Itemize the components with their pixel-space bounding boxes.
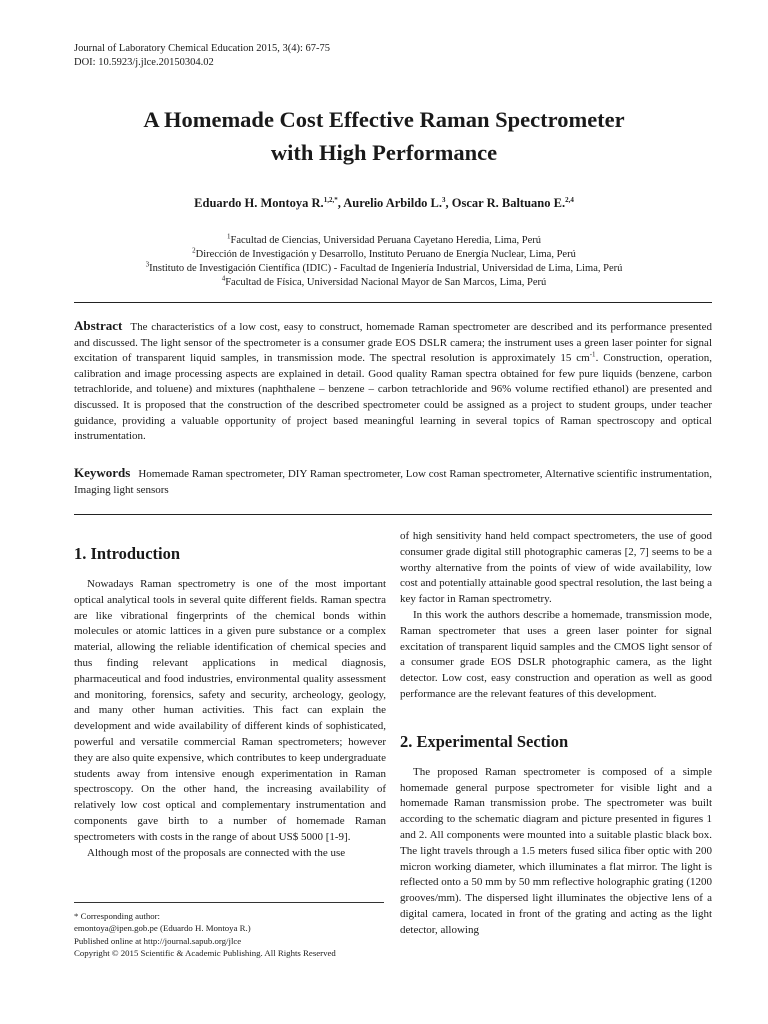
abstract-unit-sup: -1 [589,350,596,359]
journal-header [74,42,330,70]
abstract-section [74,318,712,445]
affil-text: Instituto de Investigación Científica (IDIC) - Facultad de Ingeniería Industrial, Universidad de Lima, Lima, Perú [149,263,623,274]
right-column [400,529,712,939]
abstract-label: Abstract [74,318,123,333]
author-name: Eduardo H. Montoya R. [194,196,324,210]
footnote-divider [74,902,384,903]
affiliation [74,276,694,290]
abstract-text-a: The characteristics of a low cost, easy to construct, homemade Raman spectrometer are described and its performance presented and discussed. The light sensor of the spectrometer is a consumer grade EOS DSLR camera; the instrument uses a green laser pointer for signal excitation of transparent liquid samples, in transmission mode. The spectral resolution is approximately 15 cm [74,321,712,365]
affil-text: Facultad de Ciencias, Universidad Peruana Cayetano Heredia, Lima, Perú [230,235,542,246]
title-line-1: A Homemade Cost Effective Raman Spectrometer [143,107,625,132]
affil-text: Dirección de Investigación y Desarrollo, Instituto Peruano de Energía Nuclear, Lima, Perú [195,249,576,260]
intro-paragraph-2: Although most of the proposals are connected with the use [87,846,346,859]
affil-text: Facultad de Física, Universidad Nacional Mayor de San Marcos, Lima, Perú [225,277,547,288]
left-column [74,543,386,861]
footnote [74,910,394,960]
section-heading-experimental: 2. Experimental Section [400,731,569,751]
keywords-section [74,465,712,498]
copyright-notice: Copyright © 2015 Scientific & Academic Publishing. All Rights Reserved [74,948,336,959]
corresponding-author-email: emontoya@ipen.gob.pe (Eduardo H. Montoya R.) [74,923,251,934]
intro-paragraph-1: Nowadays Raman spectrometry is one of the most important optical analytical tools in several quite different fields. Raman spectra are like vibrational fingerprints of the chemical bonds within molecules or atomic lattices in a given pure substance or a complex material, allowing the reliable identification of chemical species and thus finding relevant applications in medical diagnosis, pharmaceutical and food industries, environmental quality assessment and monitoring, forensics, safety and security, archeology, geology, and many other human activities. This fact can explain the development and wide availability of different kinds of sophisticated, powerful and versatile commercial Raman spectrometers; however they are also quite expensive, which contributes to keep undergraduate students away from intensive enough experimentation in Raman spectroscopy. On the other hand, the increasing availability of relatively low cost optical and complementary instrumentation and components gave birth to a number of homemade Raman spectrometers with costs in the range of about US$ 5000 [1-9]. [74,578,386,843]
author-separator: , [445,196,452,210]
experimental-paragraph-1: The proposed Raman spectrometer is composed of a simple homemade general purpose spectrometer for visible light and a homemade Raman transmission probe. The spectrometer was built according to the schematic diagram and picture presented in figures 1 and 2. All components were mounted into a suitable plastic black box. The light travels through a 1.5 meters fused silica fiber optic with 200 micron working diameter, which illuminates a flat mirror. The light is reflected onto a 50 mm by 50 mm reflective holographic grating (1200 grooves/mm). The dispersed light illuminates the objective lens of a digital camera, located in front of the grating and acting as the light detector, allowing [400,765,712,936]
author-affil-marker: 3 [442,195,446,204]
journal-citation: Journal of Laboratory Chemical Education 2015, 3(4): 67-75 [74,43,331,54]
paper-title [74,103,694,169]
affil-number: 4 [221,274,226,283]
author-affil-marker: 1,2,* [323,195,338,204]
author-name: Oscar R. Baltuano E. [451,196,566,210]
divider-body [74,514,712,515]
intro-paragraph-work: In this work the authors describe a homemade, transmission mode, Raman spectrometer that uses a green laser pointer for signal excitation of transparent liquid samples and the CMOS light sensor of a consumer grade EOS DSLR photographic camera, as the light detector. Low cost, easy construction and operation as well as good performance are the relevant features of this development. [400,608,712,700]
journal-doi: DOI: 10.5923/j.jlce.20150304.02 [74,57,214,68]
affiliation [74,234,694,248]
affiliation [74,248,694,262]
author-affil-marker: 2,4 [565,195,574,204]
intro-continuation: of high sensitivity hand held compact spectrometers, the use of good consumer grade digital still photographic cameras [2, 7] seems to be a worthy alternative from the points of view of wide availability, low cost and potentially attainable good spectral resolution, the last being a key factor in Raman spectrometry. [400,530,712,606]
published-online: Published online at http://journal.sapub.org/jlce [74,935,242,946]
keywords-text: Homemade Raman spectrometer, DIY Raman spectrometer, Low cost Raman spectrometer, Alternative scientific instrumentation, Imaging light sensors [74,468,712,496]
affil-number: 1 [226,232,231,241]
affiliation [74,262,694,276]
affil-number: 3 [145,260,150,269]
affiliation-list [74,234,694,290]
section-heading-introduction: 1. Introduction [74,544,181,563]
title-line-2: with High Performance [270,140,498,165]
author-name: Aurelio Arbildo L. [343,196,442,210]
divider-top [74,302,712,303]
author-separator: , [337,196,344,210]
affil-number: 2 [192,246,196,255]
author-list [74,196,694,211]
abstract-text-b: . Construction, operation, calibration and image processing aspects are explained in detail. Good quality Raman spectra obtained for few pure liquids (benzene, carbon tetrachloride, and toluene) and mixtures (naphthalene – benzene – carbon tetrachloride and 96% volume rectified ethanol) are presented and discussed. It is proposed that the construction of the described spectrometer could be assigned as a project to student groups, under teacher guidance, providing a valuable opportunity of project based meaningful learning in several topics of Raman spectroscopy and optical instrumentation. [74,352,712,443]
keywords-label: Keywords [74,465,131,480]
corresponding-author-label: * Corresponding author: [74,911,161,921]
